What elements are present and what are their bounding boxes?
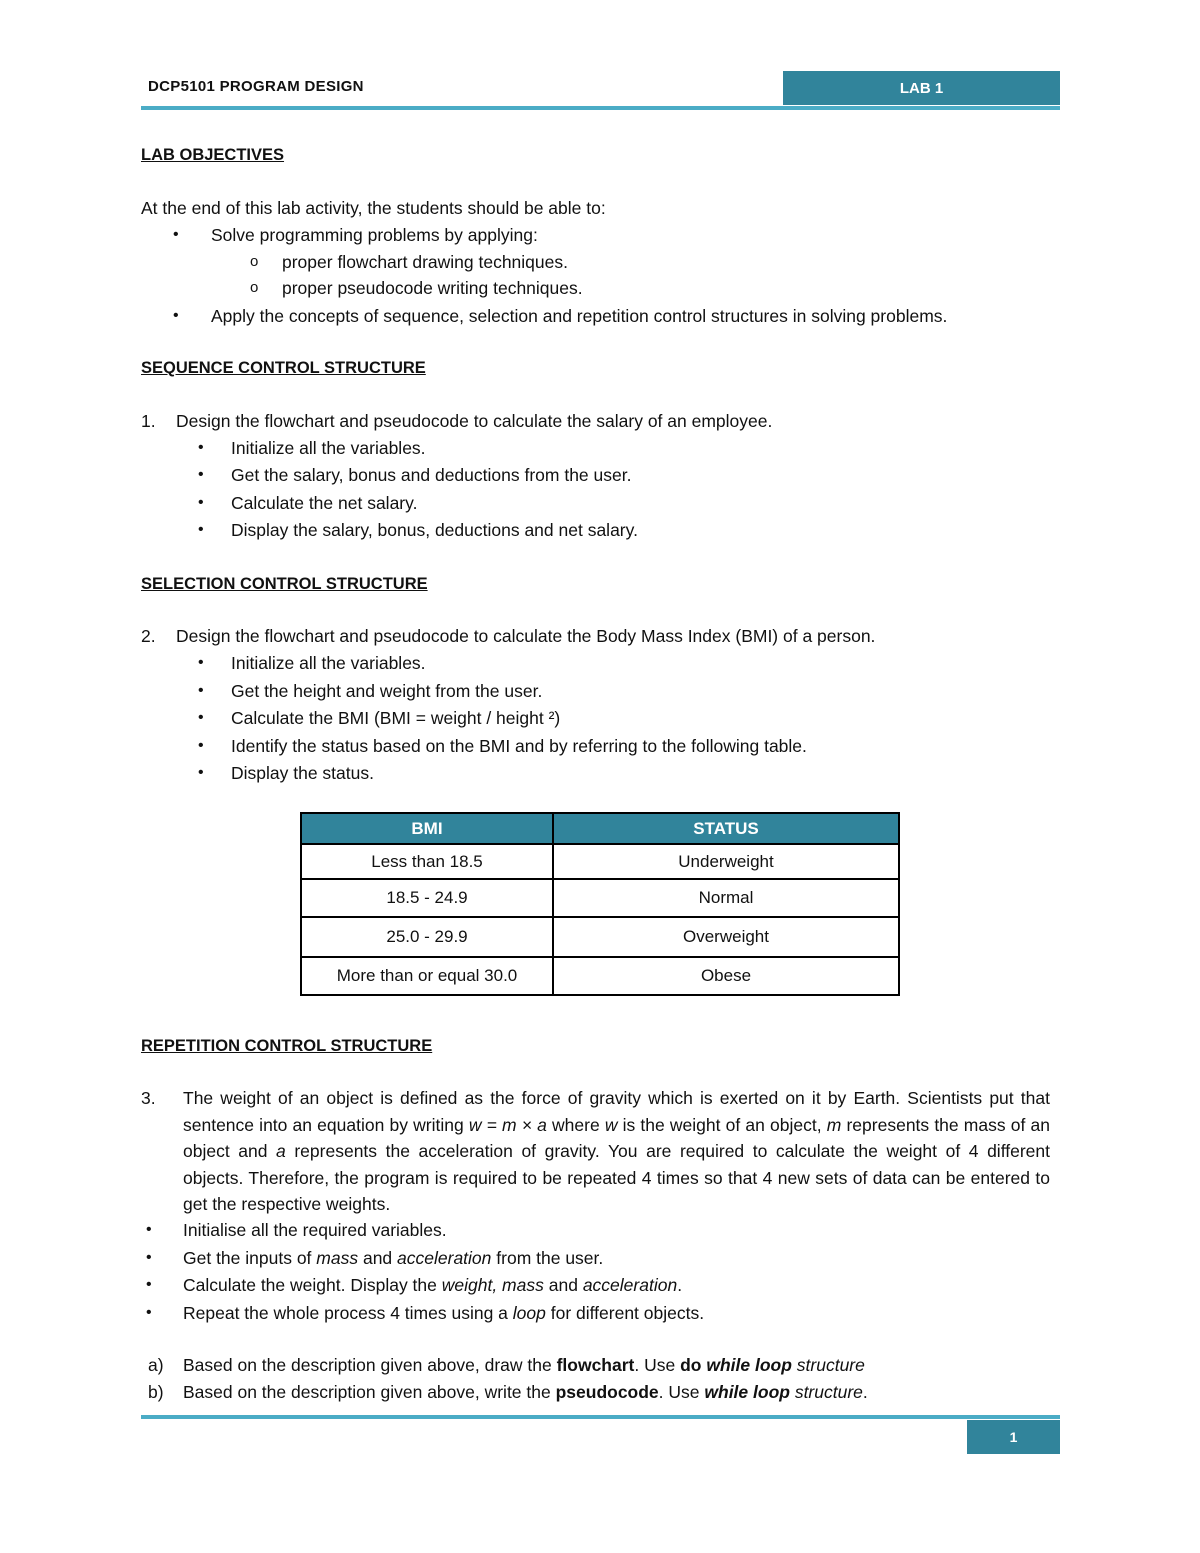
lab-label: LAB 1 <box>783 71 1060 105</box>
repetition-number: 3. <box>141 1088 156 1108</box>
sequence-number: 1. <box>141 411 156 431</box>
bmi-range-cell: 18.5 - 24.9 <box>301 879 553 917</box>
repetition-heading: REPETITION CONTROL STRUCTURE <box>141 1037 433 1055</box>
weight-equation: w = m × a <box>468 1114 547 1135</box>
sequence-task: Design the flowchart and pseudocode to calculate the salary of an employee. <box>176 411 773 431</box>
selection-step: Get the height and weight from the user. <box>231 681 543 701</box>
bullet-marker: • <box>198 764 204 781</box>
sequence-step: Display the salary, bonus, deductions and net salary. <box>231 520 638 540</box>
table-row <box>301 917 899 957</box>
column-header-status: STATUS <box>553 813 899 844</box>
bullet-marker: • <box>146 1221 152 1238</box>
repetition-step: Get the inputs of mass and acceleration from the user. <box>183 1248 604 1268</box>
bullet-marker: • <box>198 682 204 699</box>
bmi-range-cell: More than or equal 30.0 <box>301 957 553 995</box>
selection-step: Display the status. <box>231 763 374 783</box>
bullet-marker: • <box>173 307 179 324</box>
selection-task: Design the flowchart and pseudocode to calculate the Body Mass Index (BMI) of a person. <box>176 626 876 646</box>
sequence-step: Initialize all the variables. <box>231 438 426 458</box>
sub-bullet-marker: o <box>250 253 259 270</box>
objective-item: Apply the concepts of sequence, selection and repetition control structures in solving problems. <box>211 306 948 326</box>
question-label-b: b) <box>148 1382 164 1402</box>
objective-sub-item: proper pseudocode writing techniques. <box>282 278 583 298</box>
column-header-bmi: BMI <box>301 813 553 844</box>
sub-bullet-marker: o <box>250 279 259 296</box>
table-row <box>301 957 899 995</box>
sequence-step: Calculate the net salary. <box>231 493 418 513</box>
bullet-marker: • <box>173 226 179 243</box>
course-title: DCP5101 PROGRAM DESIGN <box>148 78 364 95</box>
page-number: 1 <box>967 1420 1060 1454</box>
status-cell: Underweight <box>553 844 899 879</box>
bmi-table <box>300 812 900 996</box>
status-cell: Normal <box>553 879 899 917</box>
selection-number: 2. <box>141 626 156 646</box>
bullet-marker: • <box>198 439 204 456</box>
question-b: Based on the description given above, write the pseudocode. Use while loop structure. <box>183 1382 868 1402</box>
question-label-a: a) <box>148 1355 164 1375</box>
objective-item: Solve programming problems by applying: <box>211 225 538 245</box>
bullet-marker: • <box>146 1249 152 1266</box>
sequence-step: Get the salary, bonus and deductions from the user. <box>231 465 632 485</box>
question-a: Based on the description given above, draw the flowchart. Use do while loop structure <box>183 1355 865 1375</box>
status-cell: Overweight <box>553 917 899 957</box>
selection-heading: SELECTION CONTROL STRUCTURE <box>141 575 428 593</box>
bmi-range-cell: Less than 18.5 <box>301 844 553 879</box>
bullet-marker: • <box>198 521 204 538</box>
header-divider <box>141 106 1060 110</box>
bullet-marker: • <box>198 737 204 754</box>
objectives-heading: LAB OBJECTIVES <box>141 146 285 164</box>
repetition-description: The weight of an object is defined as the force of gravity which is exerted on it by Earth. Scientists put that sentence into an equation by writing w = m × a where w is the weight of an object, m represents the mass of an object and a represents the acceleration of gravity. You are required to calculate the weight of 4 different objects. Therefore, the program is required to be repeated 4 times so that 4 new sets of data can be entered to get the respective weights. <box>183 1088 1050 1214</box>
objectives-intro: At the end of this lab activity, the students should be able to: <box>141 198 606 218</box>
sequence-heading: SEQUENCE CONTROL STRUCTURE <box>141 359 426 377</box>
repetition-step: Initialise all the required variables. <box>183 1220 447 1240</box>
table-row <box>301 879 899 917</box>
selection-step: Initialize all the variables. <box>231 653 426 673</box>
bullet-marker: • <box>146 1276 152 1293</box>
status-cell: Obese <box>553 957 899 995</box>
table-row <box>301 844 899 879</box>
objective-sub-item: proper flowchart drawing techniques. <box>282 252 568 272</box>
bullet-marker: • <box>198 709 204 726</box>
bullet-marker: • <box>198 466 204 483</box>
footer-divider <box>141 1415 1060 1419</box>
bullet-marker: • <box>146 1304 152 1321</box>
bullet-marker: • <box>198 494 204 511</box>
repetition-step: Repeat the whole process 4 times using a loop for different objects. <box>183 1303 705 1323</box>
repetition-step: Calculate the weight. Display the weight, mass and acceleration. <box>183 1275 683 1295</box>
table-header-row <box>301 813 899 844</box>
bullet-marker: • <box>198 654 204 671</box>
bmi-range-cell: 25.0 - 29.9 <box>301 917 553 957</box>
selection-step: Identify the status based on the BMI and by referring to the following table. <box>231 736 807 756</box>
selection-step: Calculate the BMI (BMI = weight / height ²) <box>231 708 561 728</box>
